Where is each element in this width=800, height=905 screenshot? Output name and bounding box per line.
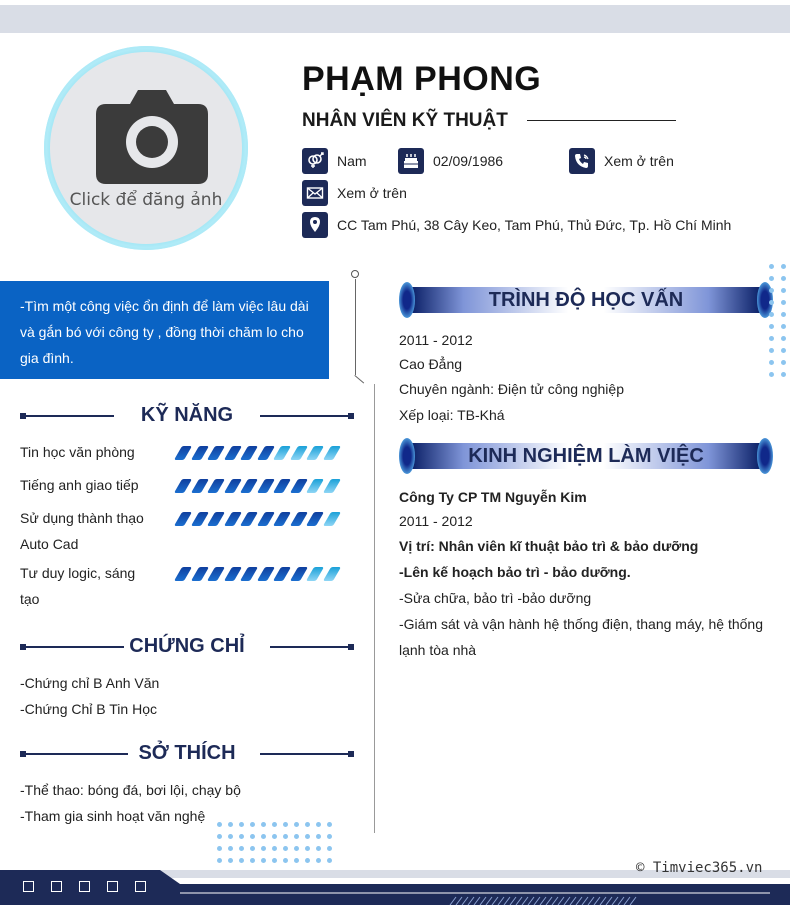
education-major: Chuyên ngành: Điện tử công nghiệp [399,381,624,397]
skill-rating-segment [207,479,225,493]
education-rank: Xếp loại: TB-Khá [399,407,505,423]
skill-rating-segment [273,479,291,493]
decor-dot [769,348,774,353]
decor-dot [217,834,222,839]
decor-dot [283,846,288,851]
cake-icon [398,148,424,174]
skill-rating-segment [256,512,274,526]
decor-dot [769,300,774,305]
certificate-item: -Chứng chỉ B Anh Văn [20,675,160,691]
decor-dot [250,858,255,863]
decor-dot [228,846,233,851]
skill-rating-segment [240,479,258,493]
skill-rating-segment [223,567,241,581]
decor-dot [327,822,332,827]
phone-text: Xem ở trên [604,153,674,169]
skill-label: Tiếng anh giao tiếp [20,477,139,493]
education-period: 2011 - 2012 [399,332,473,348]
education-banner [399,282,773,318]
decor-dot [316,822,321,827]
decor-dot [781,336,786,341]
hobby-item: -Tham gia sinh hoạt văn nghệ [20,808,206,824]
skill-rating-segment [273,567,291,581]
decor-dot [327,834,332,839]
decor-dot [781,312,786,317]
decor-dot [261,822,266,827]
certificates-heading [20,637,354,657]
full-name: PHẠM PHONG [302,60,542,98]
decor-dot [769,312,774,317]
hobbies-title: SỞ THÍCH [138,742,236,764]
decor-dot [781,288,786,293]
skill-rating-segment [240,567,258,581]
skill-rating-segment [256,567,274,581]
email-text: Xem ở trên [337,185,407,201]
skill-rating-segment [289,446,307,460]
skill-rating-segment [223,479,241,493]
career-objective: -Tìm một công việc ổn định để làm việc lâu dài và gắn bó với công ty , đồng thời chăm lo cho gia đình. [0,281,329,379]
skill-label: Sử dụng thành thạo [20,510,144,526]
job-title: NHÂN VIÊN KỸ THUẬT [302,110,508,131]
dot-pattern-right [769,264,786,377]
decor-dot [283,834,288,839]
experience-banner [399,438,773,474]
decor-dot [250,834,255,839]
skill-rating-segment [322,567,340,581]
hobby-item: -Thể thao: bóng đá, bơi lội, chạy bộ [20,782,241,798]
decor-dot [239,858,244,863]
skill-rating-segment [322,479,340,493]
avatar-caption[interactable]: Click để đăng ảnh [69,190,223,210]
decor-dot [769,336,774,341]
contact-phone [569,148,674,174]
decor-dot [781,264,786,269]
skill-rating-segment [190,479,208,493]
skill-rating-segment [273,446,291,460]
decor-dot [769,264,774,269]
skill-rating-segment [289,567,307,581]
decor-dot [283,858,288,863]
decor-dot [769,360,774,365]
decor-dot [781,348,786,353]
skill-rating-segment [306,479,324,493]
skill-rating-segment [322,512,340,526]
decor-dot [217,822,222,827]
decor-dot [272,858,277,863]
skill-rating-segment [190,446,208,460]
decor-dot [305,846,310,851]
skills-title: KỸ NĂNG [140,404,234,426]
skill-rating-segment [289,512,307,526]
decor-dot [781,300,786,305]
decor-dot [316,846,321,851]
decor-dot [769,372,774,377]
decor-dot [769,324,774,329]
skill-rating-segment [223,446,241,460]
decor-dot [261,846,266,851]
skill-rating-segment [174,512,192,526]
timeline-node [351,270,359,278]
decor-dot [272,822,277,827]
decor-dot [294,834,299,839]
phone-icon [569,148,595,174]
top-bar [0,5,790,33]
skill-rating-segment [174,446,192,460]
contact-address [302,212,731,238]
decor-dot [239,834,244,839]
skill-rating-segment [289,479,307,493]
decor-dot [283,822,288,827]
timeline-line [355,279,356,375]
skill-rating-segment [174,479,192,493]
experience-duty: lạnh tòa nhà [399,642,477,658]
decor-dot [781,276,786,281]
decor-dot [769,288,774,293]
contact-birthday [398,148,503,174]
footer-square [51,881,62,892]
decor-dot [261,858,266,863]
skill-rating-segment [190,567,208,581]
decor-dot [781,372,786,377]
decor-dot [217,858,222,863]
education-title: TRÌNH ĐỘ HỌC VẤN [488,289,684,311]
experience-period: 2011 - 2012 [399,513,473,529]
skill-label: Tư duy logic, sáng [20,565,136,581]
skill-rating-segment [207,512,225,526]
gender-text: Nam [337,153,367,169]
email-icon [302,180,328,206]
hobbies-heading [20,744,354,764]
decor-dot [272,834,277,839]
decor-dot [316,858,321,863]
experience-company: Công Ty CP TM Nguyễn Kim [399,489,587,505]
skill-rating-segment [207,567,225,581]
skill-rating-segment [256,479,274,493]
skill-rating-segment [240,512,258,526]
decor-dot [217,846,222,851]
skill-label: Tin học văn phòng [20,444,135,460]
decor-dot [272,846,277,851]
skill-label-cont: tạo [20,591,40,607]
experience-title: KINH NGHIỆM LÀM VIỆC [468,445,704,467]
skill-rating-segment [306,567,324,581]
decor-dot [294,846,299,851]
address-text: CC Tam Phú, 38 Cây Keo, Tam Phú, Thủ Đức, Tp. Hồ Chí Minh [337,217,732,233]
location-pin-icon [302,212,328,238]
skill-rating-segment [207,446,225,460]
decor-dot [769,276,774,281]
decor-dot [781,360,786,365]
experience-duty: -Giám sát và vận hành hệ thống điện, thang máy, hệ thống [399,616,763,632]
contact-gender [302,148,367,174]
decor-dot [305,822,310,827]
decor-dot [327,846,332,851]
contact-email [302,180,407,206]
skill-rating-segment [322,446,340,460]
decor-dot [250,822,255,827]
column-divider [374,384,375,833]
skill-rating-segment [190,512,208,526]
skill-label-cont: Auto Cad [20,536,79,552]
decor-dot [228,834,233,839]
decor-dot [294,822,299,827]
avatar-placeholder [50,52,242,244]
decor-dot [305,858,310,863]
camera-icon [96,88,208,184]
skill-rating-segment [240,446,258,460]
decor-dot [239,846,244,851]
decor-dot [261,834,266,839]
gender-icon [302,148,328,174]
decor-dot [294,858,299,863]
birthday-text: 02/09/1986 [433,153,504,169]
footer-square [107,881,118,892]
timeline-connector [354,375,364,383]
decor-dot [781,324,786,329]
skill-rating-segment [223,512,241,526]
avatar[interactable] [44,46,248,250]
skill-rating-segment [306,512,324,526]
copyright[interactable]: © Timviec365.vn [636,860,763,876]
decor-dot [316,834,321,839]
footer-square [135,881,146,892]
dot-pattern-bottom [217,822,332,863]
skills-heading [20,406,354,426]
education-degree: Cao Đẳng [399,356,463,372]
certificates-title: CHỨNG CHỈ [129,635,245,657]
decor-dot [228,858,233,863]
skill-rating-segment [174,567,192,581]
decor-dot [250,846,255,851]
skill-rating-segment [256,446,274,460]
certificate-item: -Chứng Chỉ B Tin Học [20,701,157,717]
decor-dot [239,822,244,827]
footer-square [23,881,34,892]
skill-rating-segment [306,446,324,460]
decor-dot [305,834,310,839]
footer-square [79,881,90,892]
skill-rating-segment [273,512,291,526]
decor-dot [228,822,233,827]
experience-duty: -Lên kế hoạch bảo trì - bảo dưỡng. [399,564,631,580]
experience-position: Vị trí: Nhân viên kĩ thuật bảo trì & bảo dưỡng [399,538,699,554]
decor-dot [327,858,332,863]
job-title-divider [527,120,676,121]
experience-duty: -Sửa chữa, bảo trì -bảo dưỡng [399,590,592,606]
